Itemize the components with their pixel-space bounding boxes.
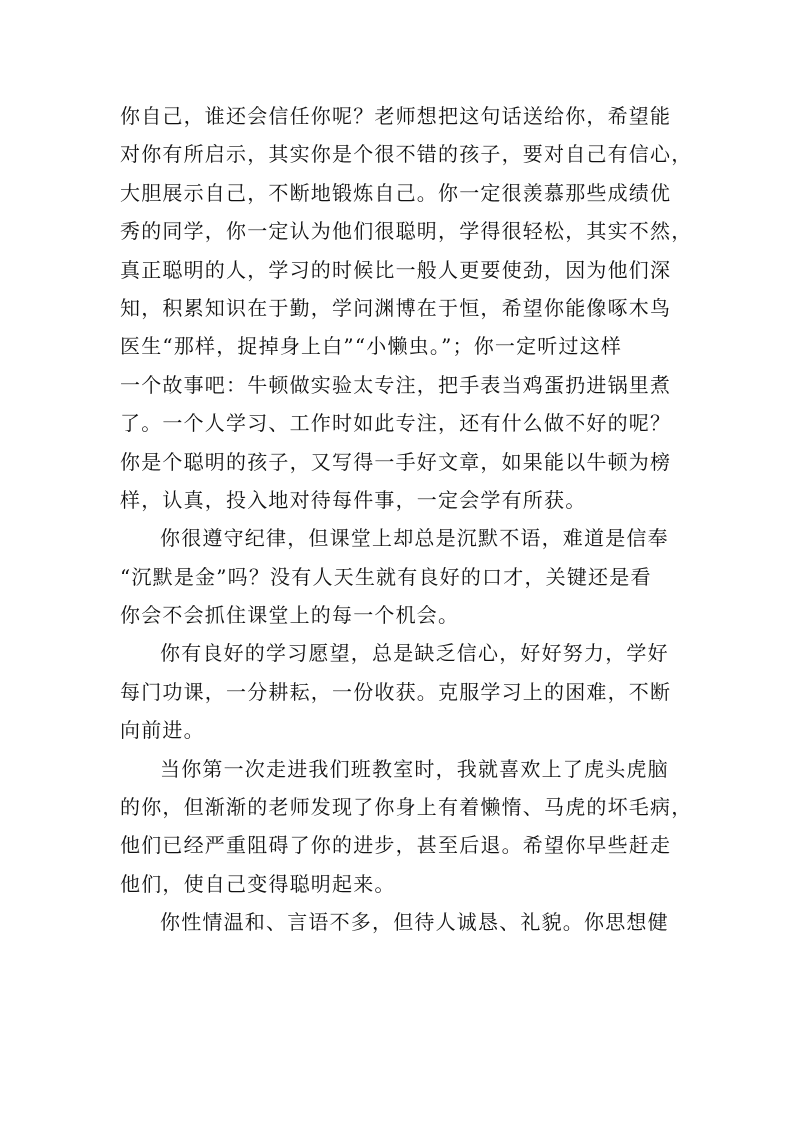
text-line-6: 知，积累知识在于勤，学问渊博在于恒，希望你能像啄木鸟	[120, 295, 672, 320]
text-line-20: 他们已经严重阻碍了你的进步，甚至后退。希望你早些赶走	[120, 833, 672, 858]
text-line-14: 你会不会抓住课堂上的每一个机会。	[120, 603, 460, 628]
text-line-13: “沉默是金”吗？没有人天生就有良好的口才，关键还是看	[120, 564, 652, 589]
text-line-15: 你有良好的学习愿望，总是缺乏信心，好好努力，学好	[160, 641, 669, 666]
text-line-21: 他们，使自己变得聪明起来。	[120, 871, 396, 896]
text-line-7: 医生“那样，捉掉身上白”“小懒虫。”；你一定听过这样	[120, 334, 623, 359]
text-line-2: 对你有所启示，其实你是个很不错的孩子，要对自己有信心，	[120, 142, 693, 167]
text-line-19: 的你，但渐渐的老师发现了你身上有着懒惰、马虎的坏毛病，	[120, 795, 693, 820]
text-line-1: 你自己，谁还会信任你呢？老师想把这句话送给你，希望能	[120, 104, 672, 128]
text-line-16: 每门功课，一分耕耘，一份收获。克服学习上的困难，不断	[120, 679, 672, 704]
text-line-22: 你性情温和、言语不多，但待人诚恳、礼貌。你思想健	[160, 910, 669, 935]
text-line-10: 你是个聪明的孩子，又写得一手好文章，如果能以牛顿为榜	[120, 449, 672, 474]
document-page	[120, 97, 693, 942]
text-line-12: 你很遵守纪律，但课堂上却总是沉默不语，难道是信奉	[160, 526, 669, 551]
text-line-18: 当你第一次走进我们班教室时，我就喜欢上了虎头虎脑	[160, 756, 669, 781]
text-line-8: 一个故事吧：牛顿做实验太专注，把手表当鸡蛋扔进锅里煮	[120, 372, 672, 397]
text-line-4: 秀的同学，你一定认为他们很聪明，学得很轻松，其实不然，	[120, 219, 693, 244]
text-line-5: 真正聪明的人，学习的时候比一般人更要使劲，因为他们深	[120, 257, 672, 282]
text-line-9: 了。一个人学习、工作时如此专注，还有什么做不好的呢？	[120, 411, 672, 436]
text-line-11: 样，认真，投入地对待每件事，一定会学有所获。	[120, 487, 587, 512]
text-line-17: 向前进。	[120, 718, 205, 743]
text-line-3: 大胆展示自己，不断地锻炼自己。你一定很羡慕那些成绩优	[120, 180, 672, 205]
